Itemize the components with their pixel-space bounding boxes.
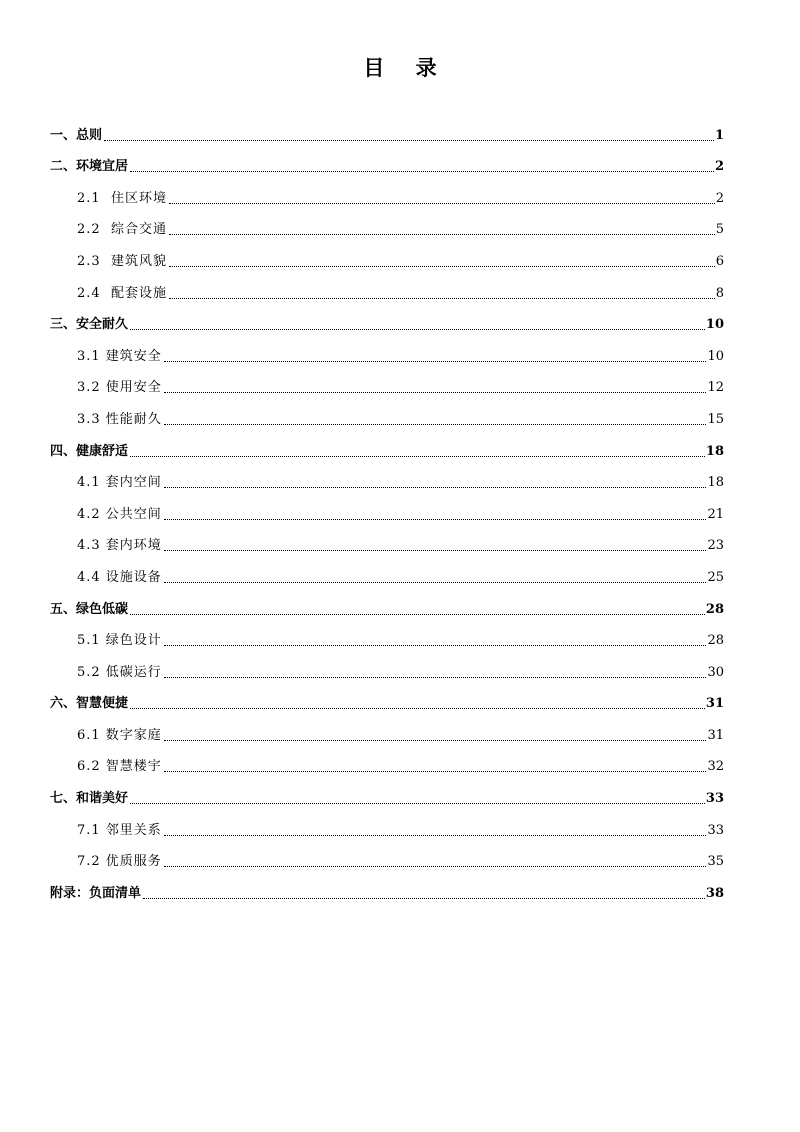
toc-chapter-entry[interactable] xyxy=(50,144,724,176)
toc-entry-label: 5.1 绿色设计 xyxy=(77,633,162,649)
toc-entry-label: 四、健康舒适 xyxy=(50,443,129,459)
dot-leader xyxy=(130,456,705,457)
toc-entry-label: 一、总则 xyxy=(50,127,103,143)
dot-leader xyxy=(164,487,707,488)
toc-section-entry[interactable] xyxy=(50,839,724,871)
toc-section-entry[interactable] xyxy=(50,523,724,555)
toc-section-entry[interactable] xyxy=(50,491,724,523)
toc-section-entry[interactable] xyxy=(50,396,724,428)
toc-entry-label: 二、环境宜居 xyxy=(50,159,129,175)
toc-section-entry[interactable] xyxy=(50,365,724,397)
toc-entry-label: 4.3 套内环境 xyxy=(77,538,162,554)
toc-section-entry[interactable] xyxy=(50,207,724,239)
toc-section-entry[interactable] xyxy=(50,333,724,365)
toc-entry-page-number: 2 xyxy=(715,190,724,206)
dot-leader xyxy=(164,771,707,772)
dot-leader xyxy=(130,708,705,709)
toc-chapter-entry[interactable] xyxy=(50,428,724,460)
toc-entry-page-number: 6 xyxy=(715,253,724,269)
toc-entry-page-number: 23 xyxy=(707,538,724,554)
toc-entry-page-number: 18 xyxy=(707,475,724,491)
toc-entry-page-number: 32 xyxy=(707,759,724,775)
toc-section-entry[interactable] xyxy=(50,807,724,839)
toc-entry-page-number: 33 xyxy=(705,791,724,807)
dot-leader xyxy=(130,329,705,330)
toc-entry-label: 6.2 智慧楼宇 xyxy=(77,759,162,775)
toc-entry-page-number: 5 xyxy=(715,222,724,238)
toc-entry-page-number: 8 xyxy=(715,285,724,301)
toc-entry-page-number: 31 xyxy=(707,727,724,743)
dot-leader xyxy=(164,866,707,867)
toc-entry-page-number: 21 xyxy=(707,506,724,522)
toc-entry-label: 4.4 设施设备 xyxy=(77,569,162,585)
dot-leader xyxy=(130,614,705,615)
toc-entry-label: 4.1 套内空间 xyxy=(77,475,162,491)
dot-leader xyxy=(164,392,707,393)
dot-leader xyxy=(164,550,707,551)
dot-leader xyxy=(130,171,714,172)
toc-entry-label: 5.2 低碳运行 xyxy=(77,664,162,680)
toc-entry-label: 6.1 数字家庭 xyxy=(77,727,162,743)
toc-section-entry[interactable] xyxy=(50,554,724,586)
toc-entry-label: 2.2 综合交通 xyxy=(77,222,167,238)
toc-chapter-entry[interactable] xyxy=(50,112,724,144)
page-title: 目 录 xyxy=(363,55,449,80)
toc-entry-label: 2.4 配套设施 xyxy=(77,285,167,301)
toc-entry-label: 三、安全耐久 xyxy=(50,317,129,333)
dot-leader xyxy=(164,677,707,678)
table-of-contents xyxy=(50,112,724,902)
toc-entry-label: 2.3 建筑风貌 xyxy=(77,253,167,269)
toc-section-entry[interactable] xyxy=(50,238,724,270)
dot-leader xyxy=(169,298,715,299)
toc-entry-label: 4.2 公共空间 xyxy=(77,506,162,522)
toc-entry-label: 3.2 使用安全 xyxy=(77,380,162,396)
toc-entry-label: 五、绿色低碳 xyxy=(50,601,129,617)
toc-entry-page-number: 38 xyxy=(705,885,724,901)
dot-leader xyxy=(104,140,714,141)
dot-leader xyxy=(164,835,707,836)
toc-chapter-entry[interactable] xyxy=(50,870,724,902)
toc-entry-page-number: 12 xyxy=(707,380,724,396)
toc-entry-label: 3.3 性能耐久 xyxy=(77,411,162,427)
toc-entry-page-number: 2 xyxy=(714,159,724,175)
toc-entry-page-number: 10 xyxy=(705,317,724,333)
toc-entry-page-number: 30 xyxy=(707,664,724,680)
toc-entry-page-number: 28 xyxy=(707,633,724,649)
toc-entry-label: 六、智慧便捷 xyxy=(50,696,129,712)
toc-entry-page-number: 31 xyxy=(705,696,724,712)
toc-entry-label: 2.1 住区环境 xyxy=(77,190,167,206)
toc-entry-page-number: 10 xyxy=(707,348,724,364)
toc-section-entry[interactable] xyxy=(50,175,724,207)
dot-leader xyxy=(169,234,715,235)
toc-chapter-entry[interactable] xyxy=(50,775,724,807)
toc-entry-page-number: 15 xyxy=(707,411,724,427)
dot-leader xyxy=(143,898,705,899)
toc-section-entry[interactable] xyxy=(50,618,724,650)
toc-chapter-entry[interactable] xyxy=(50,302,724,334)
dot-leader xyxy=(164,519,707,520)
toc-section-entry[interactable] xyxy=(50,744,724,776)
dot-leader xyxy=(130,803,705,804)
toc-entry-label: 附录：负面清单 xyxy=(50,885,142,901)
dot-leader xyxy=(169,203,715,204)
toc-entry-page-number: 28 xyxy=(705,601,724,617)
toc-chapter-entry[interactable] xyxy=(50,681,724,713)
toc-entry-page-number: 33 xyxy=(707,822,724,838)
dot-leader xyxy=(164,582,707,583)
dot-leader xyxy=(164,645,707,646)
toc-section-entry[interactable] xyxy=(50,270,724,302)
toc-entry-page-number: 1 xyxy=(714,127,724,143)
toc-entry-page-number: 25 xyxy=(707,569,724,585)
toc-entry-label: 7.2 优质服务 xyxy=(77,854,162,870)
toc-section-entry[interactable] xyxy=(50,460,724,492)
toc-section-entry[interactable] xyxy=(50,649,724,681)
toc-entry-label: 3.1 建筑安全 xyxy=(77,348,162,364)
dot-leader xyxy=(169,266,715,267)
toc-entry-label: 七、和谐美好 xyxy=(50,791,129,807)
toc-entry-page-number: 35 xyxy=(707,854,724,870)
toc-chapter-entry[interactable] xyxy=(50,586,724,618)
toc-section-entry[interactable] xyxy=(50,712,724,744)
dot-leader xyxy=(164,740,707,741)
dot-leader xyxy=(164,424,707,425)
toc-entry-label: 7.1 邻里关系 xyxy=(77,822,162,838)
toc-entry-page-number: 18 xyxy=(705,443,724,459)
dot-leader xyxy=(164,361,707,362)
